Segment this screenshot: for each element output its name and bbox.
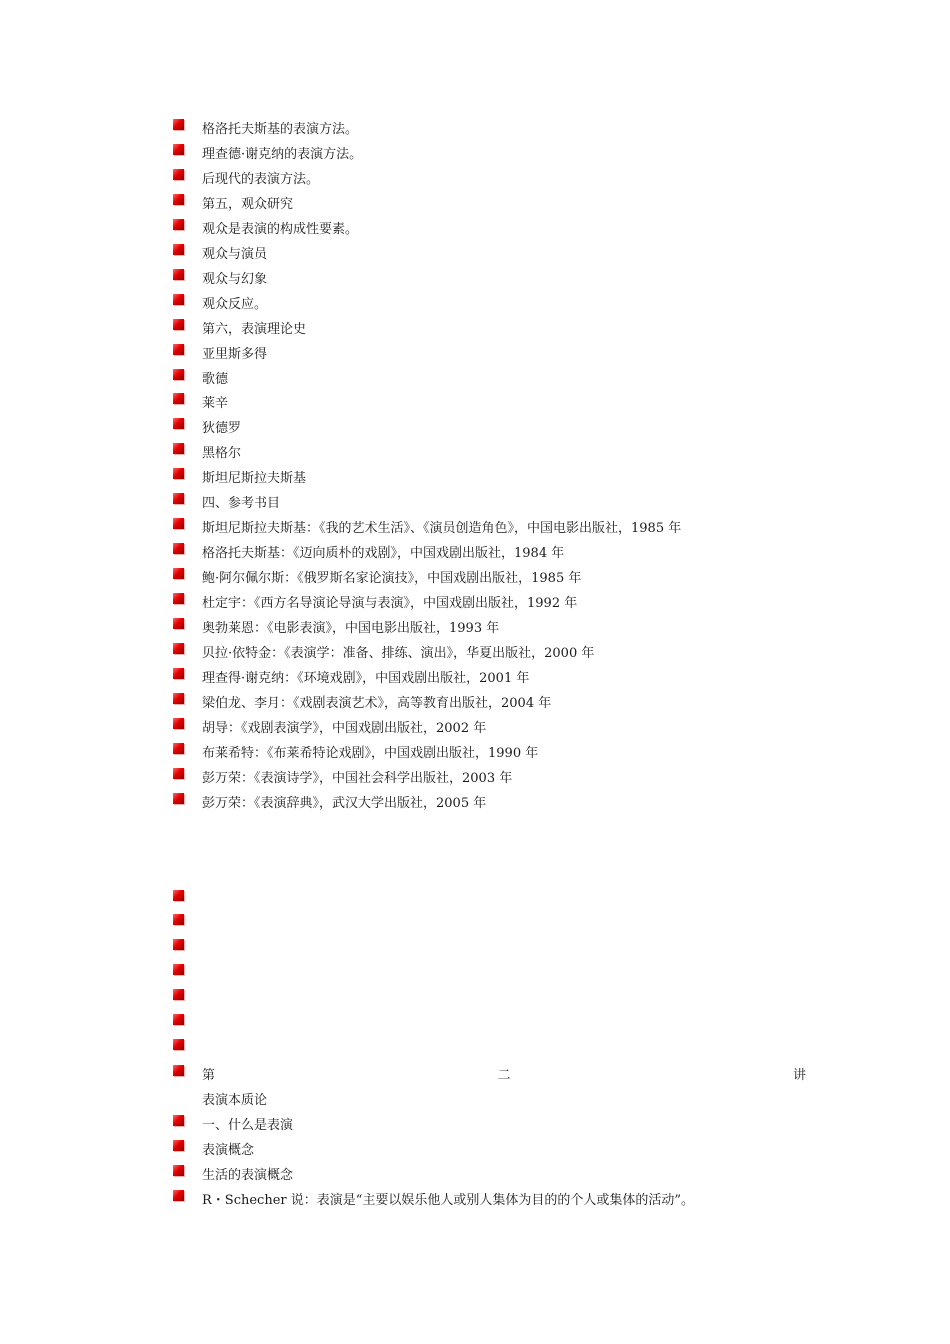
list-item-text: 贝拉·依特金：《表演学：准备、排练、演出》，华夏出版社，2000 年 xyxy=(202,645,595,661)
red-square-bullet-icon xyxy=(173,1190,184,1201)
red-square-bullet-icon xyxy=(173,418,184,429)
red-square-bullet-icon xyxy=(173,718,184,729)
list-item-text: 鲍·阿尔佩尔斯：《俄罗斯名家论演技》，中国戏剧出版社，1985 年 xyxy=(202,571,582,587)
red-square-bullet-icon xyxy=(173,643,184,654)
red-square-bullet-icon xyxy=(173,194,184,205)
list-item-text: 第五，观众研究 xyxy=(202,196,294,212)
list-item-text: 格洛托夫斯基：《迈向质朴的戏剧》，中国戏剧出版社，1984 年 xyxy=(202,546,565,562)
red-square-bullet-icon xyxy=(173,468,184,479)
lecture-title-left: 第 xyxy=(202,1068,216,1083)
list-item-text: 杜定宇：《西方名导演论导演与表演》，中国戏剧出版社，1992 年 xyxy=(202,596,578,612)
list-item-text: 莱辛 xyxy=(202,396,229,412)
list-item-text: R・Schecher 说：表演是“主要以娱乐他人或别人集体为目的的个人或集体的活动”。 xyxy=(202,1192,695,1208)
red-square-bullet-icon xyxy=(173,1140,184,1151)
red-square-bullet-icon xyxy=(173,219,184,230)
red-square-bullet-icon xyxy=(173,1165,184,1176)
lecture-title-middle: 二 xyxy=(497,1068,511,1083)
red-square-bullet-icon xyxy=(173,344,184,355)
list-item-text: 歌德 xyxy=(202,371,229,387)
red-square-bullet-icon xyxy=(173,793,184,804)
red-square-bullet-icon xyxy=(173,593,184,604)
list-item-text: 彭万荣：《表演诗学》，中国社会科学出版社，2003 年 xyxy=(202,770,513,786)
list-item-text: 彭万荣：《表演辞典》，武汉大学出版社，2005 年 xyxy=(202,795,487,811)
red-square-bullet-icon xyxy=(173,518,184,529)
red-square-bullet-icon xyxy=(173,964,184,975)
red-square-bullet-icon xyxy=(173,989,184,1000)
list-item-text: 理查德·谢克纳的表演方法。 xyxy=(202,146,363,162)
red-square-bullet-icon xyxy=(173,269,184,280)
red-square-bullet-icon xyxy=(173,743,184,754)
red-square-bullet-icon xyxy=(173,568,184,579)
list-item-text: 梁伯龙、李月：《戏剧表演艺术》，高等教育出版社，2004 年 xyxy=(202,695,552,711)
list-item-text: 黑格尔 xyxy=(202,446,242,462)
red-square-bullet-icon xyxy=(173,393,184,404)
red-square-bullet-icon xyxy=(173,144,184,155)
list-item-text: 一、什么是表演 xyxy=(202,1117,294,1133)
red-square-bullet-icon xyxy=(173,119,184,130)
red-square-bullet-icon xyxy=(173,244,184,255)
red-square-bullet-icon xyxy=(173,914,184,925)
red-square-bullet-icon xyxy=(173,369,184,380)
red-square-bullet-icon xyxy=(173,543,184,554)
list-item-text: 后现代的表演方法。 xyxy=(202,171,320,187)
red-square-bullet-icon xyxy=(173,668,184,679)
list-item-text: 四、参考书目 xyxy=(202,496,281,512)
red-square-bullet-icon xyxy=(173,1065,184,1076)
red-square-bullet-icon xyxy=(173,319,184,330)
list-item-text: 观众是表演的构成性要素。 xyxy=(202,221,359,237)
list-item-text: 狄德罗 xyxy=(202,421,242,437)
list-item-text: 生活的表演概念 xyxy=(202,1167,294,1183)
list-item-text: 格洛托夫斯基的表演方法。 xyxy=(202,122,359,137)
list-item-text: 表演本质论 xyxy=(202,1093,268,1108)
list-item-text: 观众与幻象 xyxy=(202,271,268,287)
list-item-text: 斯坦尼斯拉夫斯基：《我的艺术生活》、《演员创造角色》，中国电影出版社，1985 年 xyxy=(202,521,682,537)
red-square-bullet-icon xyxy=(173,1115,184,1126)
red-square-bullet-icon xyxy=(173,493,184,504)
list-item-text: 第六，表演理论史 xyxy=(202,321,307,337)
red-square-bullet-icon xyxy=(173,768,184,779)
red-square-bullet-icon xyxy=(173,169,184,180)
list-item-text: 奥勃莱恩：《电影表演》，中国电影出版社，1993 年 xyxy=(202,621,500,636)
red-square-bullet-icon xyxy=(173,294,184,305)
red-square-bullet-icon xyxy=(173,939,184,950)
list-item-text: 斯坦尼斯拉夫斯基 xyxy=(202,471,307,487)
list-item-text: 亚里斯多得 xyxy=(202,346,268,362)
list-item-text: 观众与演员 xyxy=(202,246,268,262)
list-item-text: 观众反应。 xyxy=(202,296,268,312)
red-square-bullet-icon xyxy=(173,890,184,901)
list-item-text: 布莱希特：《布莱希特论戏剧》，中国戏剧出版社，1990 年 xyxy=(202,745,539,761)
red-square-bullet-icon xyxy=(173,693,184,704)
red-square-bullet-icon xyxy=(173,443,184,454)
red-square-bullet-icon xyxy=(173,1039,184,1050)
list-item-text: 表演概念 xyxy=(202,1142,255,1158)
lecture-title xyxy=(202,1063,806,1088)
lecture-title-right: 讲 xyxy=(792,1068,806,1083)
list-item-text: 理查得·谢克纳：《环境戏剧》，中国戏剧出版社，2001 年 xyxy=(202,670,530,686)
red-square-bullet-icon xyxy=(173,618,184,629)
list-item-text: 胡导：《戏剧表演学》，中国戏剧出版社，2002 年 xyxy=(202,720,487,736)
red-square-bullet-icon xyxy=(173,1014,184,1025)
